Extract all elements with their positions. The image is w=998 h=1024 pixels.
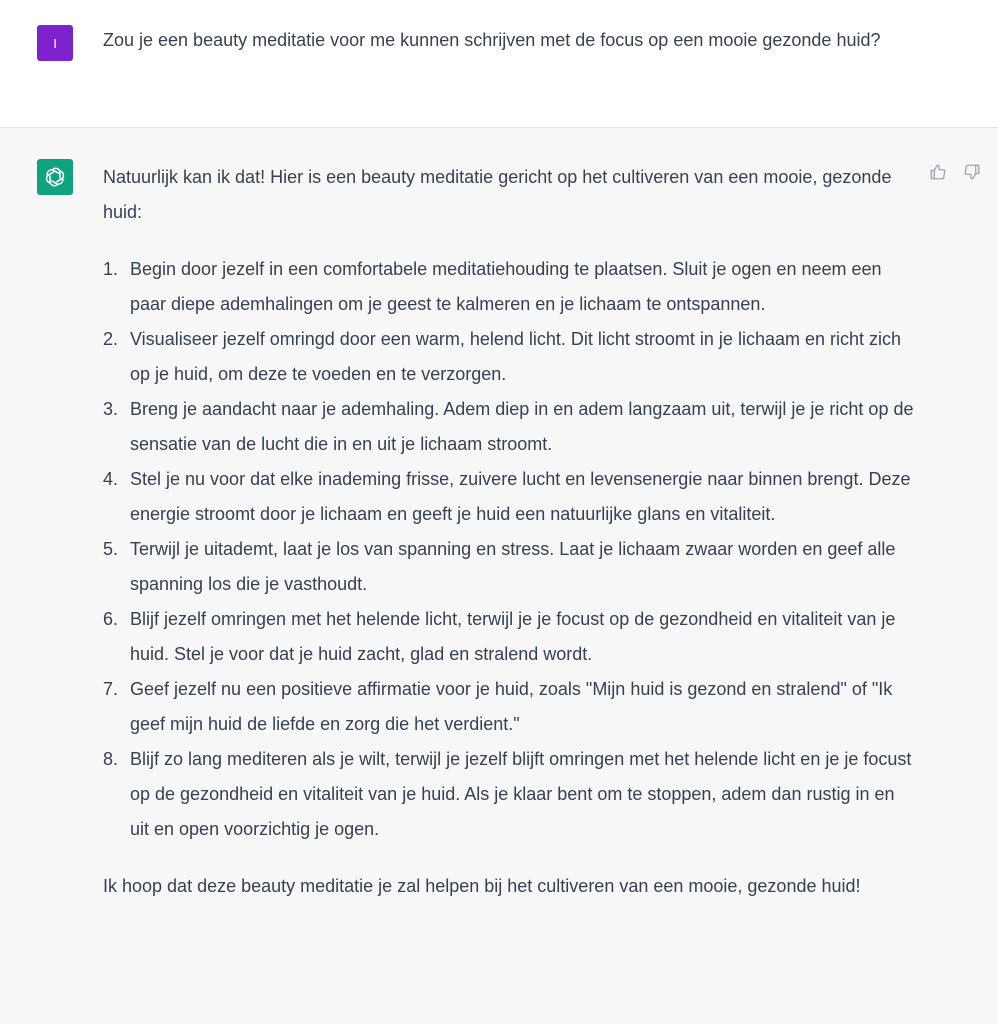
list-item <box>103 602 918 672</box>
list-item-text: Terwijl je uitademt, laat je los van spanning en stress. Laat je lichaam zwaar worden en geef alle spanning los die je vasthoudt. <box>130 539 896 594</box>
openai-logo-icon <box>37 159 73 195</box>
user-message-text: Zou je een beauty meditatie voor me kunnen schrijven met de focus op een mooie gezonde huid? <box>103 30 881 50</box>
list-item-number: 6. <box>103 609 119 629</box>
assistant-intro: Natuurlijk kan ik dat! Hier is een beauty meditatie gericht op het cultiveren van een mooie, gezonde huid: <box>103 167 892 222</box>
list-item-text: Blijf zo lang mediteren als je wilt, terwijl je jezelf blijft omringen met het helende licht en je je focust op de gezondheid en vitaliteit van je huid. Als je klaar bent om te stoppen, adem dan rustig in en uit en open voorzichtig je ogen. <box>130 749 912 839</box>
list-item-number: 4. <box>103 469 119 489</box>
list-item-text: Begin door jezelf in een comfortabele meditatiehouding te plaatsen. Sluit je ogen en neem een paar diepe ademhalingen om je geest te kalmeren en je lichaam te ontspannen. <box>130 259 882 314</box>
list-item-number: 3. <box>103 399 119 419</box>
assistant-outro: Ik hoop dat deze beauty meditatie je zal helpen bij het cultiveren van een mooie, gezonde huid! <box>103 876 861 896</box>
thumbs-up-icon[interactable] <box>928 162 948 182</box>
list-item-text: Breng je aandacht naar je ademhaling. Adem diep in en adem langzaam uit, terwijl je je richt op de sensatie van de lucht die in en uit je lichaam stroomt. <box>130 399 914 454</box>
list-item <box>103 462 918 532</box>
list-item <box>103 742 918 847</box>
list-item-number: 5. <box>103 539 119 559</box>
list-item-text: Visualiseer jezelf omringd door een warm, helend licht. Dit licht stroomt in je lichaam en richt zich op je huid, om deze te voeden en te verzorgen. <box>130 329 902 384</box>
assistant-message-row <box>0 128 998 1024</box>
list-item-text: Stel je nu voor dat elke inademing frisse, zuivere lucht en levensenergie naar binnen brengt. Deze energie stroomt door je lichaam en geeft je huid een natuurlijke glans en vitaliteit. <box>130 469 911 524</box>
list-item <box>103 322 918 392</box>
thumbs-down-icon[interactable] <box>962 162 982 182</box>
meditation-steps-list <box>103 252 918 847</box>
list-item <box>103 672 918 742</box>
list-item-number: 8. <box>103 749 119 769</box>
assistant-message-text <box>103 160 918 904</box>
list-item-text: Geef jezelf nu een positieve affirmatie voor je huid, zoals "Mijn huid is gezond en stralend" of "Ik geef mijn huid de liefde en zorg die het verdient." <box>130 679 893 734</box>
user-avatar <box>37 25 73 61</box>
user-message-row <box>0 0 998 128</box>
list-item-number: 1. <box>103 259 119 279</box>
list-item <box>103 532 918 602</box>
list-item-text: Blijf jezelf omringen met het helende licht, terwijl je je focust op de gezondheid en vitaliteit van je huid. Stel je voor dat je huid zacht, glad en stralend wordt. <box>130 609 896 664</box>
feedback-buttons <box>928 162 982 182</box>
list-item-number: 7. <box>103 679 119 699</box>
list-item-number: 2. <box>103 329 119 349</box>
user-avatar-initial: I <box>53 35 57 51</box>
list-item <box>103 252 918 322</box>
list-item <box>103 392 918 462</box>
